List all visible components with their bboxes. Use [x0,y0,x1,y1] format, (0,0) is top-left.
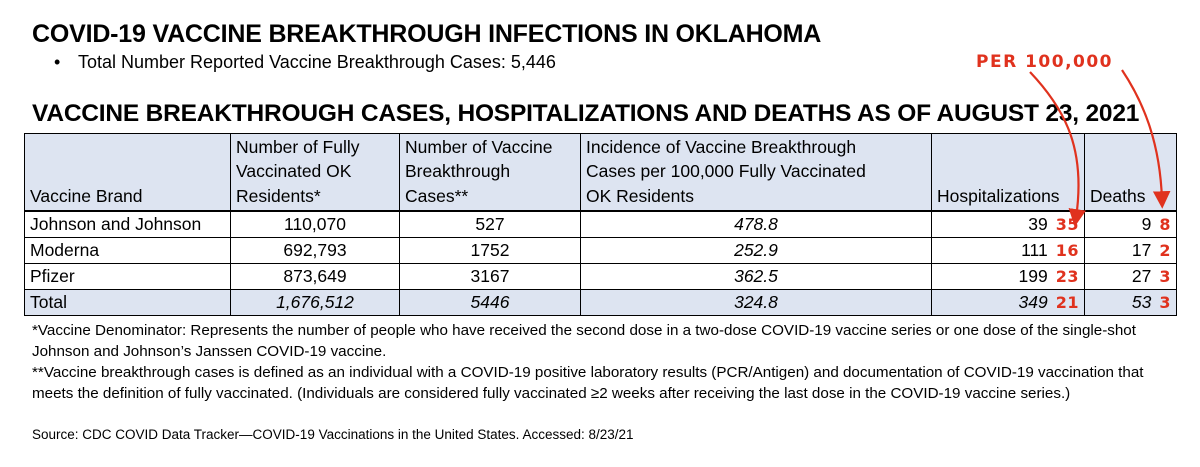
cell-cases: 1752 [400,238,581,264]
deaths-value: 9 [1141,214,1152,234]
cell-deaths [1085,211,1177,238]
deaths-per-100k-note: 3 [1159,293,1171,312]
cell-cases: 3167 [400,264,581,290]
hospitalizations-value: 39 [1028,214,1048,234]
cell-deaths [1085,264,1177,290]
cell-hospitalizations [932,290,1085,316]
cell-vaccinated: 1,676,512 [231,290,400,316]
per-100k-annotation: PER 100,000 [976,52,1114,72]
cell-brand: Total [25,290,231,316]
header-hospitalizations: Hospitalizations [932,134,1085,212]
cell-incidence: 362.5 [581,264,932,290]
cell-hospitalizations [932,211,1085,238]
hosp-per-100k-note: 16 [1055,241,1079,260]
header-incidence: Incidence of Vaccine Breakthrough Cases per 100,000 Fully Vaccinated OK Residents [581,134,932,212]
bullet-icon: • [54,52,61,72]
deaths-per-100k-note: 8 [1159,215,1171,234]
header-fully-vaccinated: Number of Fully Vaccinated OK Residents* [231,134,400,212]
deaths-per-100k-note: 3 [1159,267,1171,286]
cell-incidence: 478.8 [581,211,932,238]
cell-brand: Pfizer [25,264,231,290]
cell-incidence: 252.9 [581,238,932,264]
table-row [25,238,1177,264]
cell-brand: Moderna [25,238,231,264]
hosp-per-100k-note: 35 [1055,215,1079,234]
hosp-per-100k-note: 23 [1055,267,1079,286]
footnote-denominator: *Vaccine Denominator: Represents the number of people who have received the second dose in a two-dose COVID-19 vaccine series or one dose of the single-shot Johnson and Johnson’s Janssen COVID-19 vaccine. [32,322,1136,360]
cell-deaths [1085,238,1177,264]
cell-incidence: 324.8 [581,290,932,316]
cell-cases: 5446 [400,290,581,316]
cell-deaths [1085,290,1177,316]
table-row [25,264,1177,290]
deaths-per-100k-note: 2 [1159,241,1171,260]
deaths-value: 17 [1131,240,1152,260]
breakthrough-table [24,133,1177,316]
hosp-per-100k-note: 21 [1055,293,1079,312]
page-title: COVID-19 VACCINE BREAKTHROUGH INFECTIONS IN OKLAHOMA [32,20,822,48]
footnote-breakthrough: **Vaccine breakthrough cases is defined as an individual with a COVID-19 positive laboratory results (PCR/Antigen) and documentation of COVID-19 vaccination that meets the definition of fully vaccinated. (Individuals are considered fully vaccinated ≥2 weeks after receiving the last dose in the COVID-19 vaccine series.) [32,364,1144,402]
cell-hospitalizations [932,264,1085,290]
cell-vaccinated: 110,070 [231,211,400,238]
cell-vaccinated: 692,793 [231,238,400,264]
cell-brand: Johnson and Johnson [25,211,231,238]
hospitalizations-value: 349 [1018,292,1048,312]
total-cases-bullet [54,52,556,73]
cell-cases: 527 [400,211,581,238]
deaths-value: 53 [1131,292,1152,312]
table-title: VACCINE BREAKTHROUGH CASES, HOSPITALIZATIONS AND DEATHS AS OF AUGUST 23, 2021 [32,100,1140,127]
hospitalizations-value: 199 [1018,266,1048,286]
header-deaths: Deaths [1085,134,1177,212]
table-total-row [25,290,1177,316]
header-vaccine-brand: Vaccine Brand [25,134,231,212]
cell-hospitalizations [932,238,1085,264]
total-cases-text: Total Number Reported Vaccine Breakthrough Cases: 5,446 [78,52,556,72]
table-row [25,211,1177,238]
hospitalizations-value: 111 [1021,240,1048,260]
table-header-row [25,134,1177,212]
deaths-value: 27 [1131,266,1152,286]
header-breakthrough-cases: Number of Vaccine Breakthrough Cases** [400,134,581,212]
source-note: Source: CDC COVID Data Tracker—COVID-19 Vaccinations in the United States. Accessed: 8/23/21 [32,427,634,442]
cell-vaccinated: 873,649 [231,264,400,290]
